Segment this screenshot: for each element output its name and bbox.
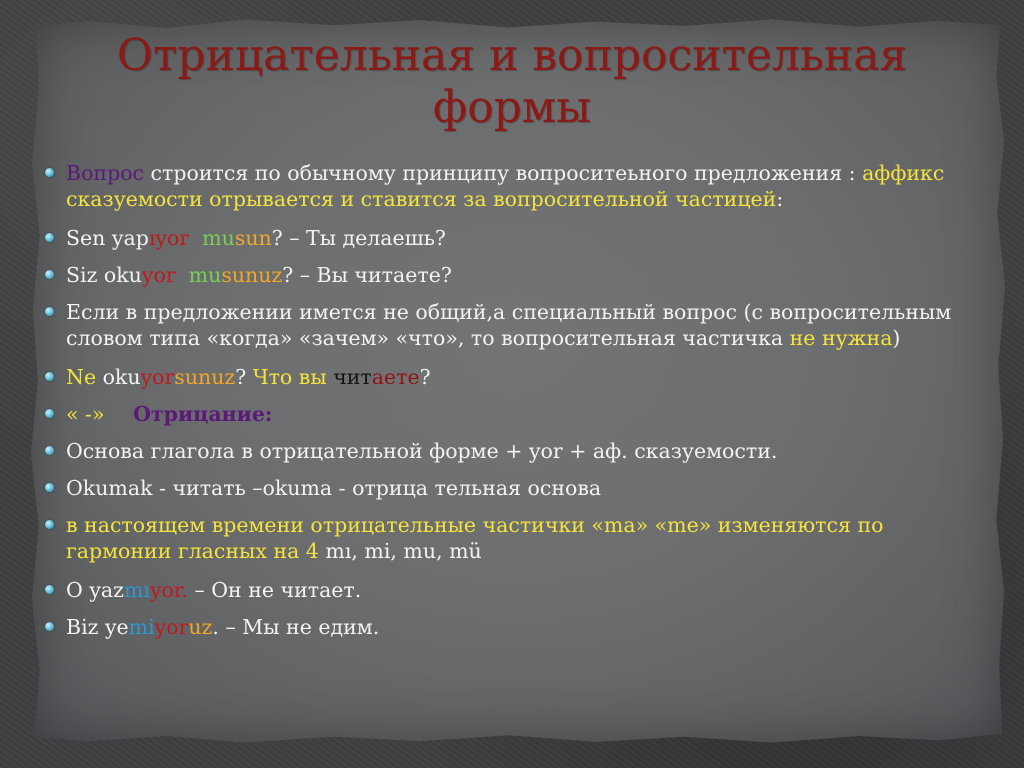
example-stem: Sen yap — [66, 226, 149, 250]
bullet-example-o-yaz — [44, 577, 994, 603]
special-question-text: Если в предложении имется не общий,а специальный вопрос (с вопросительным словом типа «когда» «зачем» «что», то вопросительная частичка — [66, 300, 952, 350]
rule-text: строится по обычному принципу вопроситеьного предложения : — [144, 161, 856, 185]
translation-question-word: Что вы — [252, 365, 327, 389]
question-particle: mu — [202, 226, 235, 250]
bullet-special-question — [44, 299, 994, 351]
rule-colon: : — [776, 187, 784, 211]
predicate-affix: uz — [188, 615, 213, 639]
translation: ? – Ты делаешь? — [271, 226, 446, 250]
negation-particle: mı — [123, 578, 150, 602]
example-suffix-yor: yor — [140, 365, 175, 389]
bullet-example-siz — [44, 262, 994, 288]
example-suffix-yor: yor — [141, 263, 176, 287]
question-word: Вопрос — [66, 161, 145, 185]
bullet-negation-heading — [44, 401, 994, 427]
slide-title — [60, 30, 964, 134]
vowel-harmony-forms: mı, mi, mu, mü — [318, 539, 482, 563]
rule-highlight: аффикс сказуемости отрывается и ставится за вопросительной частицей — [66, 161, 945, 211]
title-line-2: формы — [432, 82, 592, 133]
example-suffix-yor: yor — [154, 615, 189, 639]
question-particle: mu — [188, 263, 222, 287]
bullet-example-sen — [44, 225, 994, 251]
translation: – Он не читает. — [187, 578, 362, 602]
example-suffix-yor: yor. — [149, 578, 188, 602]
predicate-affix: sun — [234, 226, 272, 250]
okumak-text: Okumak - читать –okuma - отрица тельная основа — [66, 476, 602, 500]
bullet-okumak-example — [44, 475, 994, 501]
bullet-example-ne — [44, 364, 994, 390]
not-needed-highlight: не нужна — [789, 326, 893, 350]
translation-stem: чит — [333, 365, 372, 389]
bullet-negation-formula — [44, 438, 994, 464]
predicate-affix: sunuz — [174, 365, 236, 389]
translation-question-mark: ? — [419, 365, 431, 389]
question-mark: ? — [235, 365, 253, 389]
negation-dash: « -» — [66, 402, 105, 426]
closing-paren: ) — [892, 326, 901, 350]
bullet-list — [44, 160, 994, 651]
translation-ending: аете — [371, 365, 420, 389]
spacer — [189, 226, 202, 250]
bullet-example-biz — [44, 614, 994, 640]
example-stem: Biz ye — [66, 615, 129, 639]
bullet-vowel-harmony — [44, 512, 994, 564]
example-stem: Siz oku — [66, 263, 142, 287]
spacer — [176, 263, 189, 287]
negation-heading: Отрицание: — [104, 402, 273, 426]
negation-particle: mi — [128, 615, 155, 639]
negation-formula: Основа глагола в отрицательной форме + yor + аф. сказуемости. — [66, 439, 778, 463]
vowel-harmony-text: в настоящем времени отрицательные частички «ma» «me» изменяются по гармонии гласных на 4 — [66, 513, 884, 563]
example-stem: oku — [96, 365, 141, 389]
example-stem: O yaz — [66, 578, 124, 602]
title-line-1: Отрицательная и вопросительная — [116, 30, 908, 81]
predicate-affix: sunuz — [221, 263, 283, 287]
question-word-ne: Ne — [66, 365, 97, 389]
example-suffix-yor: ıyor — [148, 226, 190, 250]
bullet-question-rule — [44, 160, 994, 212]
translation: . – Мы не едим. — [212, 615, 380, 639]
translation: ? – Вы читаете? — [282, 263, 452, 287]
